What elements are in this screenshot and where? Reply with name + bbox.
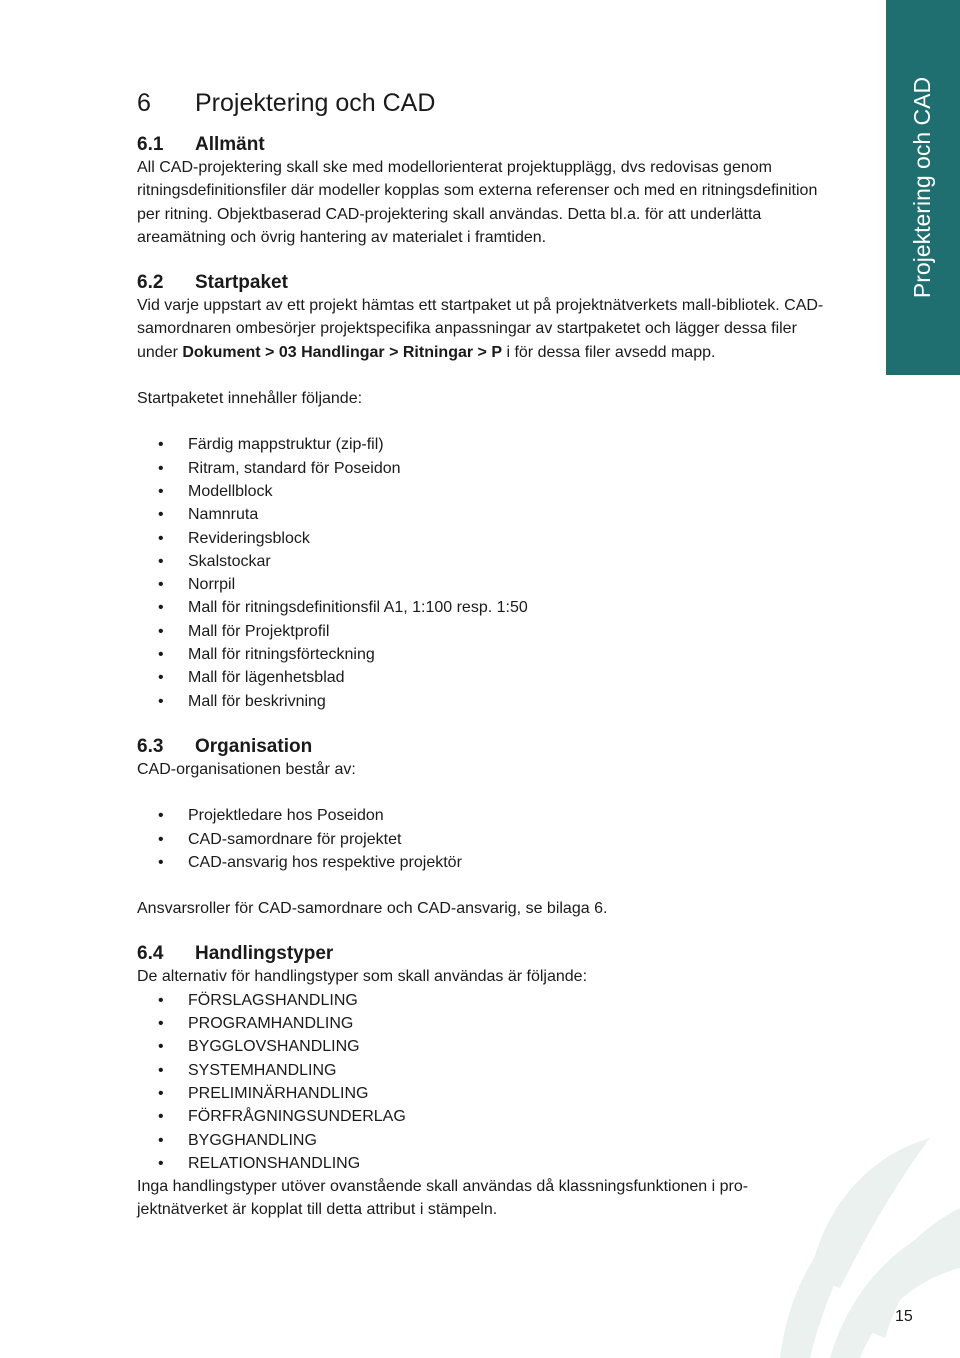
section-6-2 — [137, 272, 837, 713]
list-item: • Mall för Projektprofil — [137, 620, 837, 643]
list-item: • Modellblock — [137, 480, 837, 503]
list-intro: De alternativ för handlingstyper som skall användas är följande: — [137, 968, 588, 986]
section-number: 6.4 — [137, 943, 164, 965]
section-note: Ansvarsroller för CAD-samordnare och CAD-ansvarig, se bilaga 6. — [137, 900, 608, 918]
list-item: • Mall för beskrivning — [137, 690, 837, 713]
section-paragraph: All CAD-projektering skall ske med modellorienterat projektupplägg, dvs redovisas genom ritningsdefinitionsfiler där modeller kopplas som externa referenser och med en ritningsdefinition per ritning. Objektbaserad CAD-projektering skall användas. Detta bl.a. för att underlätta areamätning och övrig hantering av materialet i framtiden. — [137, 159, 818, 246]
list-item: • FÖRSLAGSHANDLING — [137, 989, 837, 1012]
section-number: 6.3 — [137, 735, 164, 757]
list-item: • Namnruta — [137, 503, 837, 526]
section-number: 6.2 — [137, 272, 164, 294]
page-number: 15 — [895, 1308, 913, 1325]
list-item: • SYSTEMHANDLING — [137, 1059, 837, 1082]
list-item: • Norrpil — [137, 573, 837, 596]
section-number: 6.1 — [137, 134, 164, 155]
folder-path: Dokument > 03 Handlingar > Ritningar > P — [182, 343, 502, 361]
list-item: • BYGGHANDLING — [137, 1129, 837, 1152]
list-item: • Mall för ritningsförteckning — [137, 643, 837, 666]
list-item: • Färdig mappstruktur (zip-fil) — [137, 433, 837, 456]
paragraph-text: Vid varje uppstart av ett projekt hämtas ett startpaket ut på projektnätverkets mall-bibliotek. CAD-samordnaren ombesörjer projektspecifika anpassningar av startpaketet och lägger dessa filer under — [137, 297, 824, 361]
paragraph-text: i för dessa filer avsedd mapp. — [502, 343, 716, 361]
section-6-3 — [137, 736, 837, 920]
list-item: • Skalstockar — [137, 550, 837, 573]
list-item: • BYGGLOVSHANDLING — [137, 1035, 837, 1058]
section-title: Organisation — [195, 735, 313, 757]
side-tab — [886, 0, 960, 375]
section-title: Startpaket — [195, 272, 288, 294]
list-item: • Projektledare hos Poseidon — [137, 804, 837, 827]
chapter-heading — [137, 88, 837, 118]
section-6-4 — [137, 943, 837, 1221]
side-tab-label: Projektering och CAD — [909, 76, 936, 299]
list-item: • Revideringsblock — [137, 527, 837, 550]
list-item: • CAD-ansvarig hos respektive projektör — [137, 851, 837, 874]
list-intro: Startpaketet innehåller följande: — [137, 390, 363, 408]
organisation-list — [137, 804, 837, 874]
startpaket-list — [137, 433, 837, 713]
list-item: • Mall för lägenhetsblad — [137, 666, 837, 689]
list-item: • Ritram, standard för Poseidon — [137, 457, 837, 480]
section-6-1 — [137, 134, 837, 249]
list-item: • PROGRAMHANDLING — [137, 1012, 837, 1035]
section-paragraph: Inga handlingstyper utöver ovanstående skall användas då klassningsfunktionen i pro-jektnätverket är kopplat till detta attribut i stämpeln. — [137, 1178, 749, 1219]
page-content — [137, 88, 837, 1245]
section-paragraph — [137, 294, 837, 364]
handlingstyper-list — [137, 989, 837, 1175]
list-item: • RELATIONSHANDLING — [137, 1152, 837, 1175]
list-item: • CAD-samordnare för projektet — [137, 828, 837, 851]
section-title: Handlingstyper — [195, 943, 334, 965]
chapter-number: 6 — [137, 89, 151, 117]
section-title: Allmänt — [195, 134, 265, 155]
section-heading — [137, 272, 837, 294]
chapter-title: Projektering och CAD — [195, 89, 436, 117]
list-item: • PRELIMINÄRHANDLING — [137, 1082, 837, 1105]
list-item: • FÖRFRÅGNINGSUNDERLAG — [137, 1105, 837, 1128]
section-heading — [137, 736, 837, 758]
section-heading — [137, 134, 837, 156]
section-heading — [137, 943, 837, 965]
list-item: • Mall för ritningsdefinitionsfil A1, 1:100 resp. 1:50 — [137, 596, 837, 619]
list-intro: CAD-organisationen består av: — [137, 760, 356, 778]
